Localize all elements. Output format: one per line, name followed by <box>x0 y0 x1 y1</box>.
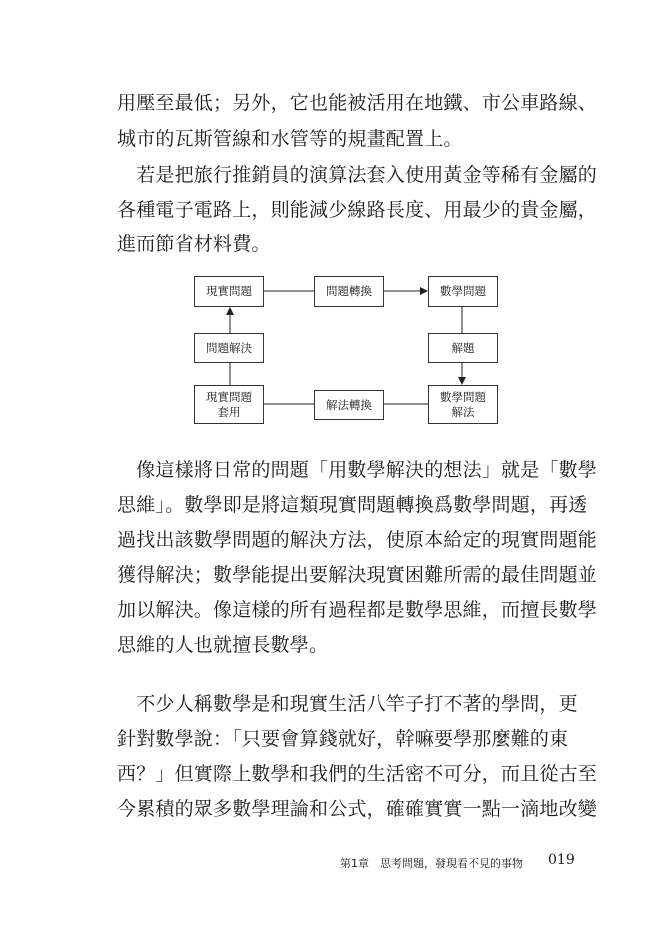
body-text-line: 不少人稱數學是和現實生活八竿子打不著的學問，更 <box>117 693 578 715</box>
diagram-box-apply-real-problem: 現實問題 套用 <box>194 385 264 424</box>
page-number: 019 <box>548 852 575 868</box>
body-text-line: 西？」但實際上數學和我們的生活密不可分，而且從古至 <box>117 763 598 785</box>
footer-chapter-title: 第1章 思考問題，發現看不見的事物 <box>340 857 523 870</box>
diagram-box-problem-solving: 問題解決 <box>194 333 264 363</box>
diagram-box-solution-conversion: 解法轉換 <box>314 390 384 420</box>
body-text-line: 針對數學說：「只要會算錢就好，幹嘛要學那麼難的東 <box>117 728 569 750</box>
body-text-line: 今累積的眾多數學理論和公式，確確實實一點一滴地改變 <box>117 798 598 820</box>
body-text-line: 若是把旅行推銷員的演算法套入使用黃金等稀有金屬的 <box>117 164 598 186</box>
body-text-line: 過找出該數學問題的解決方法，使原本給定的現實問題能 <box>117 529 598 551</box>
body-text-line: 加以解決。像這樣的所有過程都是數學思維，而擅長數學 <box>117 599 598 621</box>
body-text-line: 思維的人也就擅長數學。 <box>117 634 329 656</box>
diagram-box-solve: 解題 <box>428 333 498 363</box>
body-text-line: 獲得解決；數學能提出要解決現實困難所需的最佳問題並 <box>117 564 598 586</box>
diagram-box-math-problem: 數學問題 <box>428 276 498 307</box>
body-text-line: 思維」。數學即是將這類現實問題轉換爲數學問題，再透 <box>117 494 588 516</box>
diagram-box-math-problem-solution: 數學問題 解法 <box>428 385 498 424</box>
body-text-line: 用壓至最低；另外，它也能被活用在地鐵、市公車路線、 <box>117 92 598 114</box>
body-text-line: 像這樣將日常的問題「用數學解決的想法」就是「數學 <box>117 459 598 481</box>
body-text-line: 城市的瓦斯管線和水管等的規畫配置上。 <box>117 128 463 150</box>
diagram-box-problem-conversion: 問題轉換 <box>314 276 384 307</box>
body-text-line: 進而節省材料費。 <box>117 233 271 255</box>
diagram-box-real-problem: 現實問題 <box>194 276 264 307</box>
body-text-line: 各種電子電路上，則能減少線路長度、用最少的貴金屬， <box>117 199 598 221</box>
